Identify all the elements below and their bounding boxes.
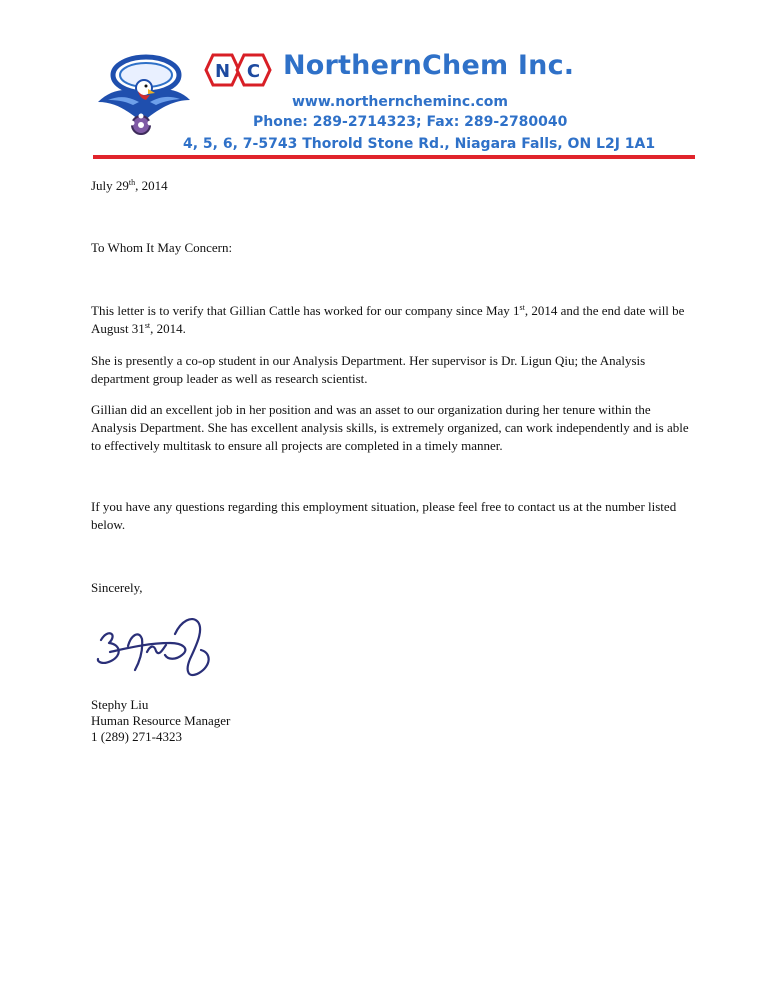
letter-date [91, 177, 691, 195]
company-name: NorthernChem Inc. [283, 50, 575, 81]
date-year: , 2014 [135, 178, 168, 193]
company-address: 4, 5, 6, 7-5743 Thorold Stone Rd., Niagara Falls, ON L2J 1A1 [183, 136, 656, 152]
signer-name: Stephy Liu [91, 697, 149, 712]
signer-title: Human Resource Manager [91, 713, 231, 728]
signer-block [91, 697, 691, 745]
paragraph-verification-part3: , 2014. [150, 321, 186, 336]
paragraph-performance: Gillian did an excellent job in her position and was an asset to our organization during her tenure within the Analysis Department. She has excellent analysis skills, is extremely organized, can work independently and is able to effectively multitask to ensure all projects are completed in a timely manner. [91, 402, 689, 453]
signer-phone: 1 (289) 271-4323 [91, 729, 182, 744]
paragraph-verification-ordinal-2: st [144, 321, 151, 330]
company-website[interactable]: www.northerncheminc.com [292, 94, 508, 110]
badge-letter-c: C [246, 61, 261, 82]
nc-hexagon-badge [204, 53, 272, 87]
paragraph-verification [91, 302, 691, 338]
paragraph-verification-ordinal-1: st [519, 303, 525, 312]
paragraph-verification-part2: , 2014 and the end date will be August 31 [91, 303, 685, 336]
paragraph-current-role: She is presently a co-op student in our Analysis Department. Her supervisor is Dr. Ligun Qiu; the Analysis department group leader as well as research scientist. [91, 353, 646, 386]
date-ordinal: th [128, 178, 136, 187]
closing: Sincerely, [91, 580, 143, 595]
date-main: July 29 [91, 178, 129, 193]
company-phone-fax: Phone: 289-2714323; Fax: 289-2780040 [253, 114, 568, 130]
letterhead-divider [93, 155, 695, 159]
eagle-molecule-logo-icon [94, 50, 194, 136]
handwritten-signature-icon [93, 610, 221, 682]
paragraph-verification-part1: This letter is to verify that Gillian Cattle has worked for our company since May 1 [91, 303, 520, 318]
badge-letter-n: N [214, 61, 231, 82]
paragraph-contact: If you have any questions regarding this employment situation, please feel free to contact us at the number listed below. [91, 499, 677, 532]
salutation: To Whom It May Concern: [91, 240, 233, 255]
letterhead [0, 0, 768, 165]
